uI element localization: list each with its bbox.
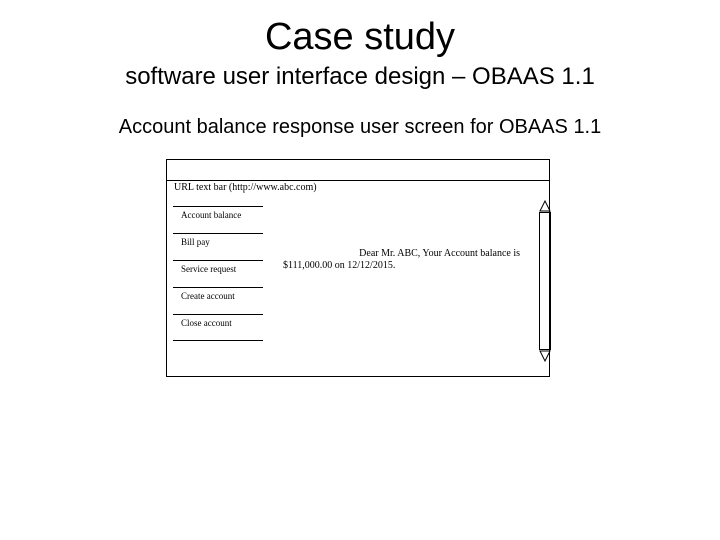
menu-item-label: Close account (181, 318, 232, 328)
menu-item-service-request[interactable] (173, 260, 263, 287)
menu-item-label: Bill pay (181, 237, 210, 247)
menu-item-label: Service request (181, 264, 237, 274)
mockup-browser-window (166, 159, 550, 377)
slide-subtitle: software user interface design – OBAAS 1.1 (125, 63, 595, 90)
menu-item-bill-pay[interactable] (173, 233, 263, 260)
scroll-track[interactable] (539, 212, 551, 350)
response-greeting: Dear Mr. ABC, Your Account balance is (359, 248, 520, 259)
menu-item-account-balance[interactable] (173, 206, 263, 233)
triangle-up-icon[interactable] (539, 200, 551, 212)
mockup-title-bar (167, 160, 549, 181)
response-balance: $111,000.00 on 12/12/2015. (283, 260, 396, 271)
mockup-menu (173, 206, 263, 341)
menu-item-label: Account balance (181, 210, 242, 220)
url-text-bar[interactable]: URL text bar (http://www.abc.com) (174, 182, 317, 193)
account-balance-response (277, 248, 522, 272)
vertical-scrollbar[interactable] (539, 200, 551, 362)
menu-item-create-account[interactable] (173, 287, 263, 314)
triangle-down-icon[interactable] (539, 350, 551, 362)
menu-item-label: Create account (181, 291, 235, 301)
slide-caption: Account balance response user screen for OBAAS 1.1 (118, 116, 602, 138)
menu-item-close-account[interactable] (173, 314, 263, 341)
slide-title: Case study (264, 16, 456, 58)
